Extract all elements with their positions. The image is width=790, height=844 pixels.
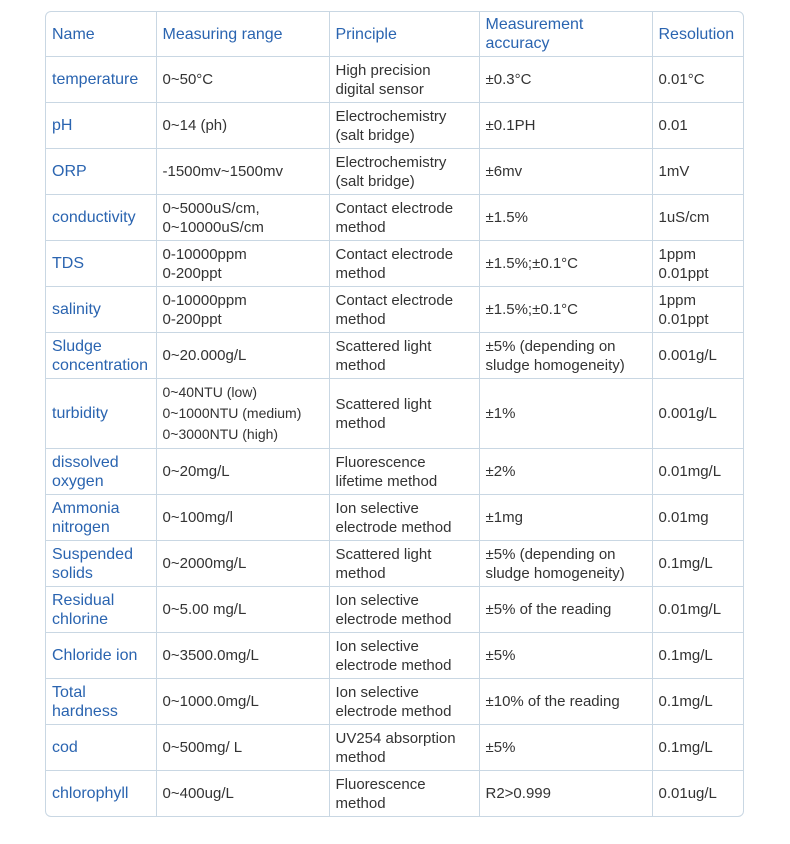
cell-accuracy: [479, 587, 652, 633]
cell-text: conductivity: [52, 209, 136, 226]
cell-principle: [329, 679, 479, 725]
table-row: [46, 287, 744, 333]
cell-range: [156, 287, 329, 333]
cell-text: Total hardness: [52, 683, 118, 720]
cell-text: turbidity: [52, 405, 109, 422]
cell-text: ±1%: [485, 405, 516, 422]
cell-text: Fluorescence method: [335, 775, 426, 812]
cell-principle: [329, 633, 479, 679]
cell-text: Chloride ion: [52, 647, 138, 664]
cell-range: [156, 495, 329, 541]
cell-text: ±10% of the reading: [485, 693, 620, 710]
cell-text: temperature: [52, 71, 139, 88]
cell-name: [46, 379, 156, 449]
cell-resolution: [652, 57, 744, 103]
specs-table-frame: [45, 11, 744, 817]
cell-name: [46, 771, 156, 817]
cell-accuracy: [479, 333, 652, 379]
table-row: [46, 195, 744, 241]
cell-resolution: [652, 449, 744, 495]
cell-text: 0~100mg/l: [162, 509, 233, 526]
table-row: [46, 449, 744, 495]
cell-text: Residual chlorine: [52, 591, 115, 628]
header-measuring-range: Measuring range: [156, 12, 329, 57]
cell-text: ±1mg: [485, 509, 523, 526]
cell-resolution: [652, 587, 744, 633]
cell-name: [46, 587, 156, 633]
cell-text: 0.01mg/L: [658, 463, 722, 480]
cell-text: 0-10000ppm 0-200ppt: [162, 291, 247, 328]
cell-text: Ammonia nitrogen: [52, 499, 120, 536]
cell-text: chlorophyll: [52, 785, 129, 803]
cell-text: 0~1000.0mg/L: [162, 693, 259, 710]
table-row: [46, 241, 744, 287]
cell-text: 0~20.000g/L: [162, 347, 247, 364]
cell-text: 0~500mg/ L: [162, 739, 243, 756]
cell-range: [156, 379, 329, 449]
cell-name: [46, 449, 156, 495]
cell-text: R2>0.999: [485, 785, 551, 803]
cell-text: 0.1mg/L: [658, 647, 713, 664]
cell-range: [156, 149, 329, 195]
cell-text: 0~40NTU (low) 0~1000NTU (medium) 0~3000NTU (high): [162, 384, 302, 442]
cell-text: ±2%: [485, 463, 516, 480]
cell-name: [46, 103, 156, 149]
table-row: [46, 725, 744, 771]
cell-accuracy: [479, 495, 652, 541]
cell-text: Electrochemistry (salt bridge): [335, 107, 447, 144]
cell-text: 1ppm 0.01ppt: [658, 245, 709, 282]
cell-text: Scattered light method: [335, 337, 432, 374]
cell-principle: [329, 771, 479, 817]
cell-principle: [329, 287, 479, 333]
cell-text: Suspended solids: [52, 545, 133, 582]
cell-resolution: [652, 195, 744, 241]
cell-text: ±0.3°C: [485, 71, 532, 88]
cell-text: 0~5000uS/cm, 0~10000uS/cm: [162, 199, 264, 236]
cell-text: Sludge concentration: [52, 337, 149, 374]
cell-name: [46, 541, 156, 587]
cell-text: ±5% of the reading: [485, 601, 612, 618]
cell-text: Ion selective electrode method: [335, 637, 452, 674]
cell-range: [156, 195, 329, 241]
cell-range: [156, 449, 329, 495]
cell-principle: [329, 149, 479, 195]
cell-text: 1uS/cm: [658, 209, 710, 226]
cell-resolution: [652, 633, 744, 679]
cell-name: [46, 287, 156, 333]
cell-text: Ion selective electrode method: [335, 591, 452, 628]
cell-text: ±5%: [485, 739, 516, 756]
header-measurement-accuracy: Measurement accuracy: [479, 12, 652, 57]
cell-text: TDS: [52, 255, 84, 272]
cell-name: [46, 679, 156, 725]
cell-name: [46, 149, 156, 195]
cell-accuracy: [479, 149, 652, 195]
table-row: [46, 103, 744, 149]
table-row: [46, 149, 744, 195]
cell-name: [46, 241, 156, 287]
table-row: [46, 587, 744, 633]
cell-text: 0~2000mg/L: [162, 555, 247, 572]
cell-resolution: [652, 241, 744, 287]
cell-text: 0~5.00 mg/L: [162, 601, 247, 618]
header-row: [46, 12, 744, 57]
cell-accuracy: [479, 103, 652, 149]
cell-accuracy: [479, 541, 652, 587]
cell-text: pH: [52, 117, 73, 134]
table-row: [46, 633, 744, 679]
cell-text: Scattered light method: [335, 545, 432, 582]
cell-principle: [329, 333, 479, 379]
cell-principle: [329, 195, 479, 241]
cell-range: [156, 57, 329, 103]
cell-accuracy: [479, 449, 652, 495]
cell-text: 0.01mg: [658, 509, 709, 526]
table-row: [46, 495, 744, 541]
table-row: [46, 679, 744, 725]
cell-text: 0.01: [658, 117, 688, 134]
header-resolution: Resolution: [652, 12, 744, 57]
cell-accuracy: [479, 771, 652, 817]
cell-resolution: [652, 333, 744, 379]
table-row: [46, 379, 744, 449]
cell-accuracy: [479, 379, 652, 449]
cell-text: dissolved oxygen: [52, 453, 119, 490]
cell-range: [156, 333, 329, 379]
table-row: [46, 57, 744, 103]
cell-name: [46, 333, 156, 379]
cell-text: 0.01ug/L: [658, 785, 717, 803]
cell-principle: [329, 379, 479, 449]
cell-text: ±1.5%;±0.1°C: [485, 301, 579, 318]
cell-text: salinity: [52, 301, 101, 318]
cell-accuracy: [479, 679, 652, 725]
cell-resolution: [652, 379, 744, 449]
cell-text: Electrochemistry (salt bridge): [335, 153, 447, 190]
table-row: [46, 541, 744, 587]
cell-resolution: [652, 149, 744, 195]
cell-text: 0.001g/L: [658, 405, 717, 422]
cell-principle: [329, 495, 479, 541]
cell-text: Scattered light method: [335, 395, 432, 432]
cell-name: [46, 725, 156, 771]
cell-text: Ion selective electrode method: [335, 499, 452, 536]
cell-text: 0~50°C: [162, 71, 214, 88]
cell-resolution: [652, 679, 744, 725]
cell-resolution: [652, 495, 744, 541]
cell-range: [156, 541, 329, 587]
cell-text: ±1.5%: [485, 209, 528, 226]
cell-resolution: [652, 725, 744, 771]
cell-accuracy: [479, 725, 652, 771]
table-row: [46, 771, 744, 817]
cell-name: [46, 195, 156, 241]
cell-resolution: [652, 771, 744, 817]
cell-text: -1500mv~1500mv: [162, 163, 283, 180]
cell-text: Ion selective electrode method: [335, 683, 452, 720]
header-principle: Principle: [329, 12, 479, 57]
cell-name: [46, 57, 156, 103]
cell-resolution: [652, 103, 744, 149]
cell-text: 0.01mg/L: [658, 601, 722, 618]
cell-name: [46, 633, 156, 679]
cell-text: Contact electrode method: [335, 245, 454, 282]
cell-text: Contact electrode method: [335, 199, 454, 236]
cell-text: 0.01°C: [658, 71, 705, 88]
specs-table: [46, 12, 744, 817]
cell-range: [156, 725, 329, 771]
cell-accuracy: [479, 287, 652, 333]
cell-range: [156, 679, 329, 725]
cell-range: [156, 587, 329, 633]
cell-accuracy: [479, 633, 652, 679]
cell-text: ±5% (depending on sludge homogeneity): [485, 545, 625, 582]
cell-principle: [329, 103, 479, 149]
cell-principle: [329, 587, 479, 633]
cell-resolution: [652, 287, 744, 333]
cell-text: Fluorescence lifetime method: [335, 453, 438, 490]
cell-principle: [329, 725, 479, 771]
cell-text: ±5%: [485, 647, 516, 664]
cell-text: ±0.1PH: [485, 117, 536, 134]
cell-range: [156, 633, 329, 679]
cell-text: 1mV: [658, 163, 690, 180]
cell-accuracy: [479, 241, 652, 287]
cell-range: [156, 241, 329, 287]
cell-name: [46, 495, 156, 541]
cell-text: 0.1mg/L: [658, 555, 713, 572]
cell-text: 0.1mg/L: [658, 693, 713, 710]
cell-text: 0~20mg/L: [162, 463, 230, 480]
cell-principle: [329, 449, 479, 495]
cell-text: ±6mv: [485, 163, 523, 180]
cell-text: ORP: [52, 163, 87, 180]
cell-text: 0.001g/L: [658, 347, 717, 364]
cell-text: ±5% (depending on sludge homogeneity): [485, 337, 625, 374]
cell-range: [156, 103, 329, 149]
cell-text: UV254 absorption method: [335, 729, 456, 766]
cell-resolution: [652, 541, 744, 587]
cell-principle: [329, 541, 479, 587]
cell-accuracy: [479, 57, 652, 103]
cell-range: [156, 771, 329, 817]
cell-text: ±1.5%;±0.1°C: [485, 255, 579, 272]
cell-text: 0.1mg/L: [658, 739, 713, 756]
cell-text: 0~400ug/L: [162, 785, 234, 803]
cell-text: 1ppm 0.01ppt: [658, 291, 709, 328]
cell-text: Contact electrode method: [335, 291, 454, 328]
cell-text: 0~3500.0mg/L: [162, 647, 259, 664]
cell-text: 0-10000ppm 0-200ppt: [162, 245, 247, 282]
header-name: Name: [46, 12, 156, 57]
cell-text: High precision digital sensor: [335, 61, 431, 98]
cell-text: cod: [52, 739, 78, 756]
cell-principle: [329, 241, 479, 287]
cell-text: 0~14 (ph): [162, 117, 228, 134]
cell-accuracy: [479, 195, 652, 241]
cell-principle: [329, 57, 479, 103]
table-row: [46, 333, 744, 379]
